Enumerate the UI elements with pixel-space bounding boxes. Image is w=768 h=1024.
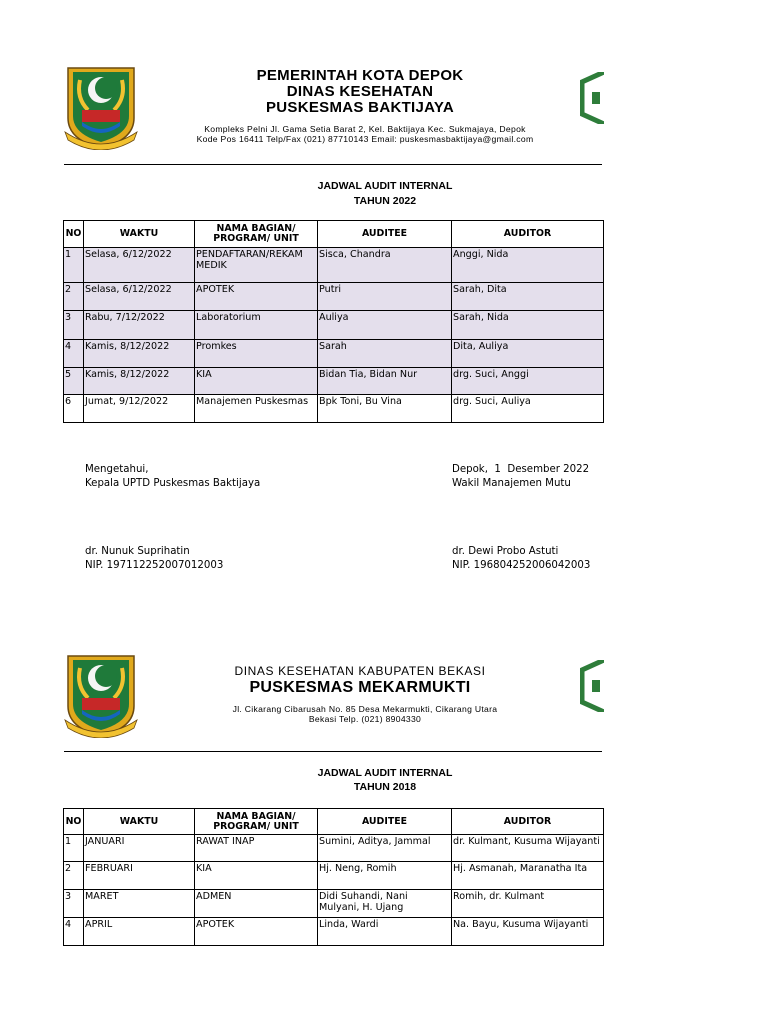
audit-schedule-table-2018 (63, 808, 604, 946)
col-header-no: NO (64, 809, 84, 835)
col-header-waktu: WAKTU (84, 809, 195, 835)
table-row: 5 Kamis, 8/12/2022 KIA Bidan Tia, Bidan Nur drg. Suci, Anggi (64, 368, 604, 395)
header2-address-2: Bekasi Telp. (021) 8904330 (308, 714, 422, 724)
audit-schedule-table-2022 (63, 220, 604, 423)
table-row: 6 Jumat, 9/12/2022 Manajemen Puskesmas Bpk Toni, Bu Vina drg. Suci, Auliya (64, 395, 604, 423)
col-header-waktu: WAKTU (84, 221, 195, 248)
table-row: 2 Selasa, 6/12/2022 APOTEK Putri Sarah, Dita (64, 283, 604, 311)
green-mark-icon (580, 72, 604, 124)
header2-divider (64, 751, 602, 752)
header2-address-1: Jl. Cikarang Cibarusah No. 85 Desa Mekarmukti, Cikarang Utara (232, 704, 498, 714)
table-row: 4 APRIL APOTEK Linda, Wardi Na. Bayu, Kusuma Wijayanti (64, 918, 604, 946)
header-line-3: PUSKESMAS BAKTIJAYA (266, 99, 454, 116)
sign-left-position: Kepala UPTD Puskesmas Baktijaya (85, 478, 261, 489)
table-row: 3 MARET ADMEN Didi Suhandi, Nani Mulyani, H. Ujang Romih, dr. Kulmant (64, 890, 604, 918)
col-header-no: NO (64, 221, 84, 248)
header2-line-1: DINAS KESEHATAN KABUPATEN BEKASI (234, 664, 486, 678)
schedule2-title: JADWAL AUDIT INTERNAL (317, 767, 453, 779)
table-row: 1 Selasa, 6/12/2022 PENDAFTARAN/REKAM MEDIK Sisca, Chandra Anggi, Nida (64, 248, 604, 283)
sign-left-acknowledge: Mengetahui, (85, 464, 149, 475)
sign-left-nip: NIP. 197112252007012003 (85, 560, 224, 571)
table-row: 3 Rabu, 7/12/2022 Laboratorium Auliya Sarah, Nida (64, 311, 604, 340)
header-address-1: Kompleks Pelni Jl. Gama Setia Barat 2, Kel. Baktijaya Kec. Sukmajaya, Depok (204, 124, 526, 134)
header-divider (64, 164, 602, 165)
schedule2-year: TAHUN 2018 (353, 781, 417, 793)
schedule-title: JADWAL AUDIT INTERNAL (317, 180, 453, 192)
col-header-auditee: AUDITEE (318, 221, 452, 248)
col-header-bagian: NAMA BAGIAN/ PROGRAM/ UNIT (195, 809, 318, 835)
col-header-auditor: AUDITOR (452, 221, 604, 248)
schedule-year: TAHUN 2022 (353, 195, 417, 207)
sign-left-name: dr. Nunuk Suprihatin (85, 546, 190, 557)
table-row: 1 JANUARI RAWAT INAP Sumini, Aditya, Jammal dr. Kulmant, Kusuma Wijayanti (64, 835, 604, 862)
header-line-1: PEMERINTAH KOTA DEPOK (256, 67, 464, 84)
sign-right-position: Wakil Manajemen Mutu (452, 478, 571, 489)
table-row: 4 Kamis, 8/12/2022 Promkes Sarah Dita, Auliya (64, 340, 604, 368)
bekasi-regency-emblem-icon (64, 654, 138, 738)
depok-city-emblem-icon (64, 66, 138, 150)
col-header-bagian: NAMA BAGIAN/ PROGRAM/ UNIT (195, 221, 318, 248)
header-address-2: Kode Pos 16411 Telp/Fax (021) 87710143 Email: puskesmasbaktijaya@gmail.com (196, 134, 534, 144)
col-header-auditee: AUDITEE (318, 809, 452, 835)
sign-right-name: dr. Dewi Probo Astuti (452, 546, 559, 557)
sign-right-date: Depok, 1 Desember 2022 (452, 464, 590, 475)
col-header-auditor: AUDITOR (452, 809, 604, 835)
header-line-2: DINAS KESEHATAN (286, 83, 434, 100)
header2-line-2: PUSKESMAS MEKARMUKTI (249, 679, 471, 696)
sign-right-nip: NIP. 196804252006042003 (452, 560, 591, 571)
table-row: 2 FEBRUARI KIA Hj. Neng, Romih Hj. Asmanah, Maranatha Ita (64, 862, 604, 890)
green-mark-icon (580, 660, 604, 712)
